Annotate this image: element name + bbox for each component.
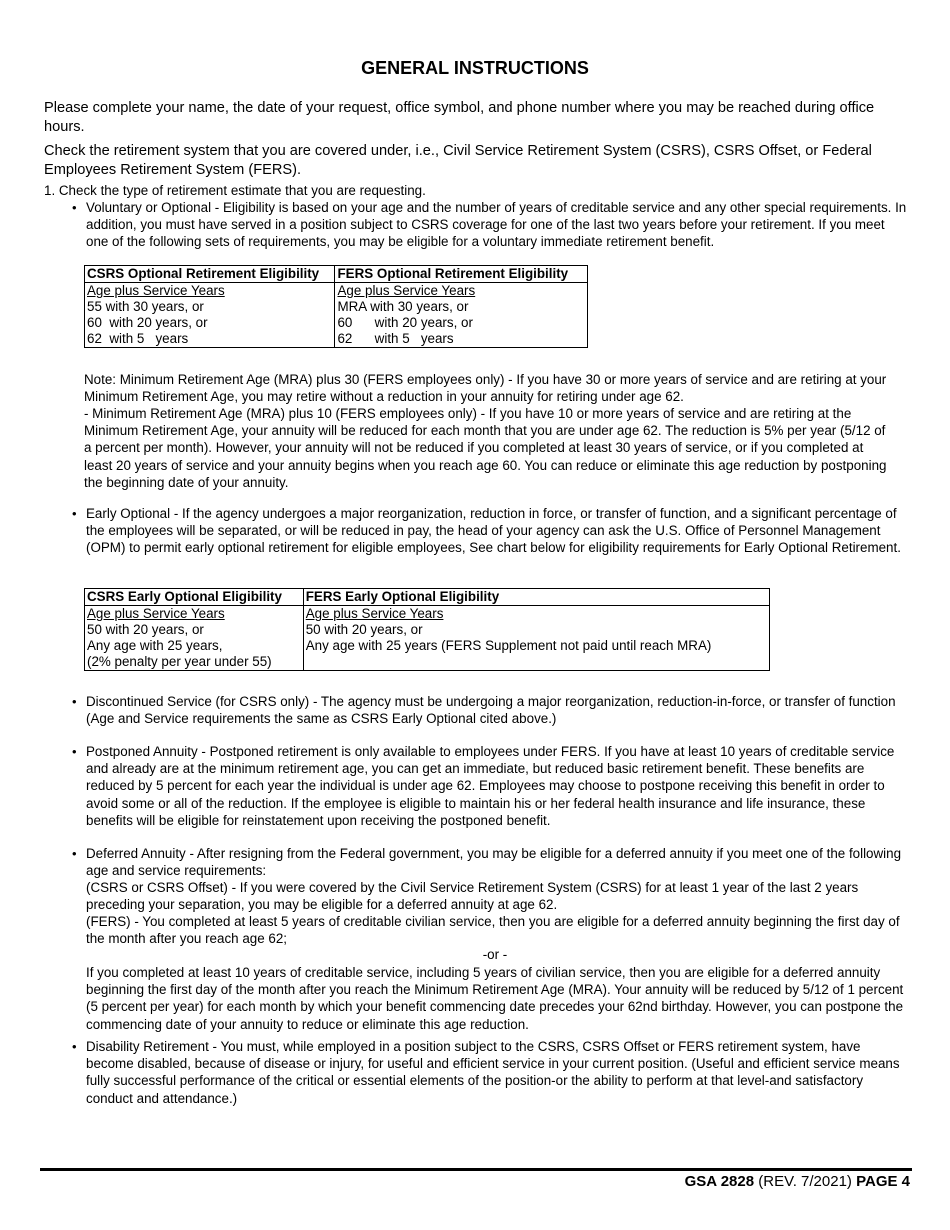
table-header-csrs-optional: CSRS Optional Retirement Eligibility [85, 266, 335, 283]
bullet-voluntary [72, 199, 908, 251]
bullet-dot-icon: • [72, 1039, 77, 1054]
bullet-early-optional [72, 505, 908, 557]
bullet-postponed-annuity-text: Postponed Annuity - Postponed retirement is only available to employees under FERS. If you have at least 10 years of creditable service and already are at the minimum retirement age, you can get an immediate, but reduced basic retirement benefit. These benefits are reduced by 5 percent for each year the individual is under age 62. Employees may choose to postpone receiving this benefit in order to avoid some or all of the reduction. If the employee is eligible to maintain his or her federal health insurance and life insurance, these benefits will be eligible for reinstatement upon receiving the postponed benefit. [86, 744, 895, 828]
table-cell: 62 with 5 years [335, 331, 588, 348]
item-1-instruction: 1. Check the type of retirement estimate that you are requesting. [44, 183, 426, 198]
deferred-fers-text: (FERS) - You completed at least 5 years of creditable civilian service, then you are eligible for a deferred annuity beginning the first day of the month after you reach age 62; [86, 914, 900, 947]
table-cell: 50 with 20 years, or [85, 622, 304, 638]
intro-paragraph-contact: Please complete your name, the date of your request, office symbol, and phone number where you may be reached during office hours. [44, 100, 875, 135]
table-row [85, 315, 588, 331]
table-cell: (2% penalty per year under 55) [85, 654, 304, 671]
note-mra-30: Note: Minimum Retirement Age (MRA) plus 30 (FERS employees only) - If you have 30 or more years of service and are retiring at your Minimum Retirement Age, you may retire without a reduction in your annuity for retiring under age 62. [84, 372, 887, 405]
table-row [85, 299, 588, 315]
early-eligibility-table [84, 588, 770, 671]
bullet-dot-icon: • [72, 694, 77, 709]
bullet-postponed-annuity [72, 743, 908, 829]
table-cell: 55 with 30 years, or [85, 299, 335, 315]
table-cell: Age plus Service Years [85, 283, 335, 300]
bullet-dot-icon: • [72, 846, 77, 861]
table-row [85, 283, 588, 300]
page-title: GENERAL INSTRUCTIONS [361, 58, 589, 78]
table-row [85, 654, 770, 671]
table-cell: 60 with 20 years, or [85, 315, 335, 331]
form-revision: (REV. 7/2021) [758, 1173, 852, 1190]
bullet-dot-icon: • [72, 744, 77, 759]
deferred-csrs-text: (CSRS or CSRS Offset) - If you were covered by the Civil Service Retirement System (CSRS) for at least 1 year of the last 2 years preceding your separation, you may be eligible for a deferred annuity at age 62. [86, 880, 859, 913]
note-mra-10: - Minimum Retirement Age (MRA) plus 10 (FERS employees only) - If you have 10 or more years of service and are retiring at the Minimum Retirement Age, your annuity will be reduced for each month that you are under age 62. The reduction is 5% per year (5/12 of a percent per month). However, your annuity will not be reduced if you completed at least 30 years of service, or if you completed at least 20 years of service and your annuity begins when you reach age 60. You can reduce or eliminate this age reduction by postponing the beginning date of your annuity. [84, 406, 887, 490]
table-cell: Any age with 25 years (FERS Supplement not paid until reach MRA) [303, 638, 769, 654]
table-row [85, 622, 770, 638]
table-cell: 50 with 20 years, or [303, 622, 769, 638]
bullet-disability-retirement [72, 1038, 908, 1107]
or-separator: -or - [482, 947, 508, 962]
table-cell: 60 with 20 years, or [335, 315, 588, 331]
table-cell: Age plus Service Years [335, 283, 588, 300]
table-row [85, 638, 770, 654]
table-cell: 62 with 5 years [85, 331, 335, 348]
intro-paragraph-system: Check the retirement system that you are covered under, i.e., Civil Service Retirement System (CSRS), CSRS Offset, or Federal Employees Retirement System (FERS). [44, 143, 872, 178]
bullet-discontinued-service [72, 693, 908, 727]
table-row [85, 606, 770, 623]
table-header-fers-optional: FERS Optional Retirement Eligibility [335, 266, 588, 283]
form-footer [685, 1173, 910, 1190]
bullet-dot-icon: • [72, 200, 77, 215]
table-header-csrs-early: CSRS Early Optional Eligibility [85, 589, 304, 606]
bullet-voluntary-text: Voluntary or Optional - Eligibility is based on your age and the number of years of creditable service and any other special requirements. In addition, you must have served in a position subject to CSRS coverage for one of the last two years before your retirement. If you meet one of the following sets of requirements, you may be eligible for a voluntary immediate retirement benefit. [86, 200, 907, 250]
table-cell: Age plus Service Years [85, 606, 304, 623]
table-cell: MRA with 30 years, or [335, 299, 588, 315]
bullet-dot-icon: • [72, 506, 77, 521]
page-number: PAGE 4 [856, 1173, 910, 1190]
deferred-mra-text: If you completed at least 10 years of creditable service, including 5 years of civilian service, then you are eligible for a deferred annuity beginning the first day of the month after you reach the Minimum Retirement Age (MRA). Your annuity will be reduced by 5/12 of 1 percent (5 percent per year) for each month by which your benefit commencing date precedes your 62nd birthday. However, you can postpone the commencing date of your annuity to reduce or eliminate this age reduction. [86, 965, 904, 1032]
bullet-deferred-annuity-text: Deferred Annuity - After resigning from the Federal government, you may be eligible for a deferred annuity if you meet one of the following age and service requirements: [86, 846, 902, 879]
table-row [85, 331, 588, 348]
footer-divider [40, 1168, 912, 1171]
bullet-disability-retirement-text: Disability Retirement - You must, while employed in a position subject to the CSRS, CSRS Offset or FERS retirement system, have become disabled, because of disease or injury, for useful and efficient service in your current position. (Useful and efficient service means fully successful performance of the critical or essential elements of the position-or the ability to perform at that level-and satisfactory conduct and attendance.) [86, 1039, 900, 1106]
bullet-discontinued-service-text: Discontinued Service (for CSRS only) - The agency must be undergoing a major reorganization, reduction-in-force, or transfer of function (Age and Service requirements the same as CSRS Early Optional cited above.) [86, 694, 896, 727]
table-cell [303, 654, 769, 671]
form-number: GSA 2828 [684, 1173, 755, 1190]
optional-eligibility-table [84, 265, 588, 348]
bullet-early-optional-text: Early Optional - If the agency undergoes a major reorganization, reduction in force, or transfer of function, and a significant percentage of the employees will be separated, or will be reduced in pay, the head of your agency can ask the U.S. Office of Personnel Management (OPM) to permit early optional retirement for eligible employees, See chart below for eligibility requirements for Early Optional Retirement. [86, 506, 901, 556]
table-cell: Any age with 25 years, [85, 638, 304, 654]
table-cell: Age plus Service Years [303, 606, 769, 623]
bullet-deferred-annuity [72, 845, 908, 879]
table-header-fers-early: FERS Early Optional Eligibility [303, 589, 769, 606]
